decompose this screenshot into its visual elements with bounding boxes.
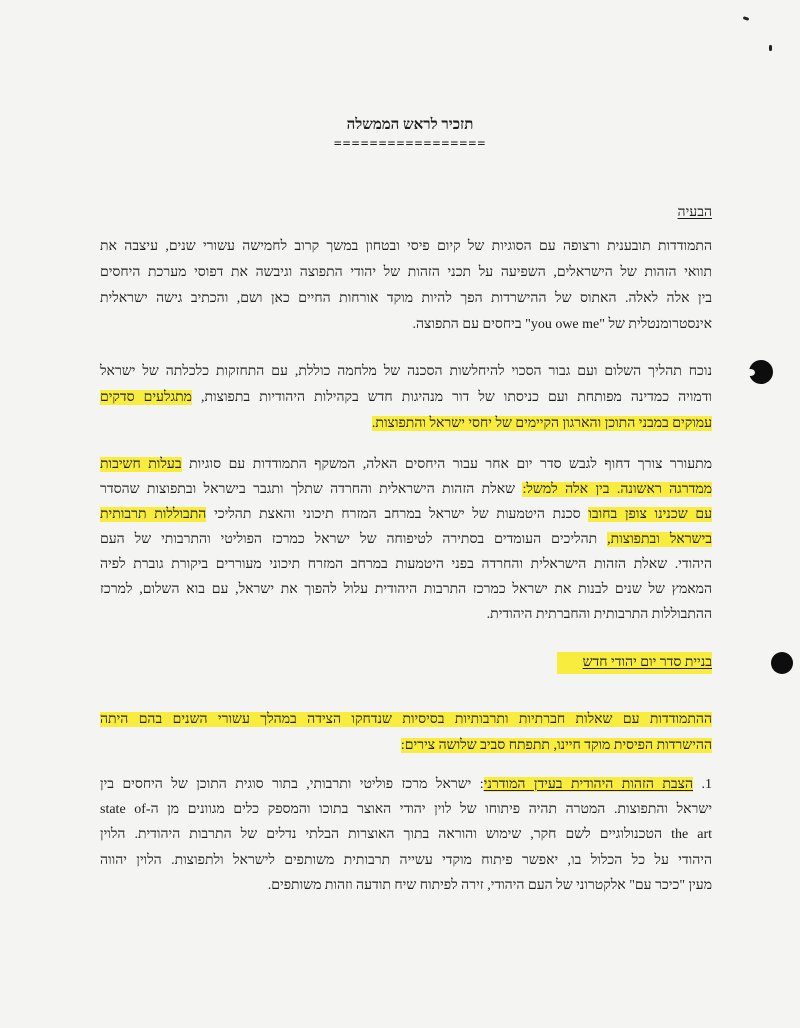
highlighted-text: בישראל ובתפוצות, xyxy=(607,532,712,547)
text-line xyxy=(100,502,712,527)
paragraph-problem-2 xyxy=(100,359,712,437)
title-double-rule: ================= xyxy=(333,137,487,152)
text-run: מתעורר צורך דחוף לגבש סדר יום אחר עבור היחסים האלה, המשקף התמודדות עם סוגיות xyxy=(181,457,712,472)
scan-speck xyxy=(743,16,750,21)
text-line xyxy=(100,822,712,847)
hole-punch xyxy=(771,652,793,674)
text-run: the art הטכנולוגיים לשם חקר, שימוש והוראה בתוך האוצרות הבלתי נדלים של התרבות היהודית. הלוין xyxy=(100,827,712,843)
paragraph-problem-3 xyxy=(100,452,712,627)
text-run: בין אלה לאלה. האתוס של ההישרדות הפך להיות מוקד אורחות החיים כאן ושם, והכתיב גישה ישראלית xyxy=(100,291,712,306)
text-line xyxy=(100,552,712,577)
text-line xyxy=(100,527,712,552)
text-run: התמודדות תובענית ורצופה עם הסוגיות של קיום פיסי ובטחון במשך קרוב לחמישה עשורי שנים, עיצבה את xyxy=(100,239,712,254)
text-run: ההתבוללות התרבותית והחברתית היהודית. xyxy=(486,607,712,622)
text-run: אינסטרומנטלית של "you owe me" ביחסים עם התפוצה. xyxy=(412,317,712,332)
text-line xyxy=(100,602,712,627)
hole-punch xyxy=(749,360,773,384)
highlighted-text: עמוקים במבני התוכן והארגון הקיימים של יחסי ישראל והתפוצות. xyxy=(371,416,712,431)
text-run: מעין "כיכר עם" אלקטרוני של העם היהודי, זירה לפיתוח שיח תודעה וזהות משותפים. xyxy=(267,877,712,893)
memo-title: תזכיר לראש הממשלה xyxy=(346,117,474,133)
paragraph-problem-1 xyxy=(100,234,712,338)
text-line xyxy=(100,312,712,338)
paragraph-agenda-item-1 xyxy=(100,772,712,898)
scan-speck xyxy=(769,45,772,51)
text-run: 1. xyxy=(693,777,712,792)
highlighted-text: מתגלעים סדקים xyxy=(100,390,192,405)
section-heading-agenda: בניית סדר יום יהודי חדש xyxy=(557,652,712,674)
highlighted-text: ההתמודדות עם שאלות חברתיות ותרבותיות בסיסיות שנדחקו הצידה במהלך עשורי השנים בהם היתה xyxy=(100,712,712,727)
text-line xyxy=(100,286,712,312)
section-heading-problem: הבעיה xyxy=(677,205,712,220)
text-line xyxy=(100,385,712,411)
text-line xyxy=(100,477,712,502)
text-run: תוואי הזהות של הישראלים, השפיעה על תכני הזהות של יהודי התפוצה וגיבשה את דפוסי מערכת היחסים xyxy=(100,265,712,280)
text-line xyxy=(100,772,712,797)
text-run: : ישראל מרכז פוליטי ותרבותי, בתור סוגית התוכן של היחסים בין xyxy=(100,777,484,792)
highlighted-text: התבוללות תרבותית xyxy=(100,507,207,522)
highlighted-text: בעלות חשיבות xyxy=(100,457,182,472)
highlighted-text: עם שכנינו צופן בחובו xyxy=(588,507,712,522)
highlighted-text: ממדרגה ראשונה. בין אלה למשל: xyxy=(522,482,712,497)
text-line xyxy=(100,452,712,477)
highlighted-text: ההישרדות הפיסית מוקד חיינו, תתפתח סביב שלושה צירים: xyxy=(400,738,712,753)
text-line xyxy=(100,707,712,733)
text-run: ודמויה כמדינה מפותחת ועם כניסתו של דור מנהיגות חדש בקהילות היהודיות בתפוצות, xyxy=(191,390,712,405)
text-run: היהודי. שאלת הזהות הישראלית והחרדה בפני היטמעות במרחב המזרח תיכוני מעוררים ביקורת גוברת לפיה xyxy=(100,557,712,572)
text-run: המאמץ של שנים לבנות את ישראל כמרכז התרבות היהודית עלול להפוך את ישראל, עם בוא השלום, למרכז xyxy=(100,582,712,597)
paragraph-agenda-intro xyxy=(100,707,712,759)
text-line xyxy=(100,411,712,437)
text-line xyxy=(100,577,712,602)
text-run: סכנת היטמעות של ישראל במרחב המזרח תיכוני והאצת תהליכי xyxy=(206,507,589,522)
text-line xyxy=(100,733,712,759)
text-line xyxy=(100,359,712,385)
text-line xyxy=(100,873,712,898)
text-run: ישראל והתפוצות. המטרה תהיה פיתוחו של לוין יהודי האוצר בתוכו והמספק כלים מגוונים מן ה-state of xyxy=(100,802,712,818)
text-run: שאלת הזהות הישראלית והחרדה שתלך ותגבר בישראל ובתפוצות שהסדר xyxy=(100,482,523,497)
text-line xyxy=(100,234,712,260)
text-run: נוכח תהליך השלום ועם גבור הסכוי להיחלשות הסכנה של מלחמה כוללת, עם התחזקות כלכלתה של ישראל xyxy=(100,364,712,379)
text-line xyxy=(100,848,712,873)
underlined-highlighted-text: הצבת הזהות היהודית בעידן המודרני xyxy=(483,777,694,792)
text-line xyxy=(100,797,712,822)
text-run: היהודי על כל הכלול בו, יאפשר פיתוח מוקדי עשייה תרבותית משותפים לישראל ולתפוצות. הלוין יהווה xyxy=(100,852,712,868)
text-run: תהליכים העומדים בסתירה לטיפוחה של ישראל כמרכז הפוליטי והתרבותי של העם xyxy=(100,532,608,547)
text-line xyxy=(100,260,712,286)
